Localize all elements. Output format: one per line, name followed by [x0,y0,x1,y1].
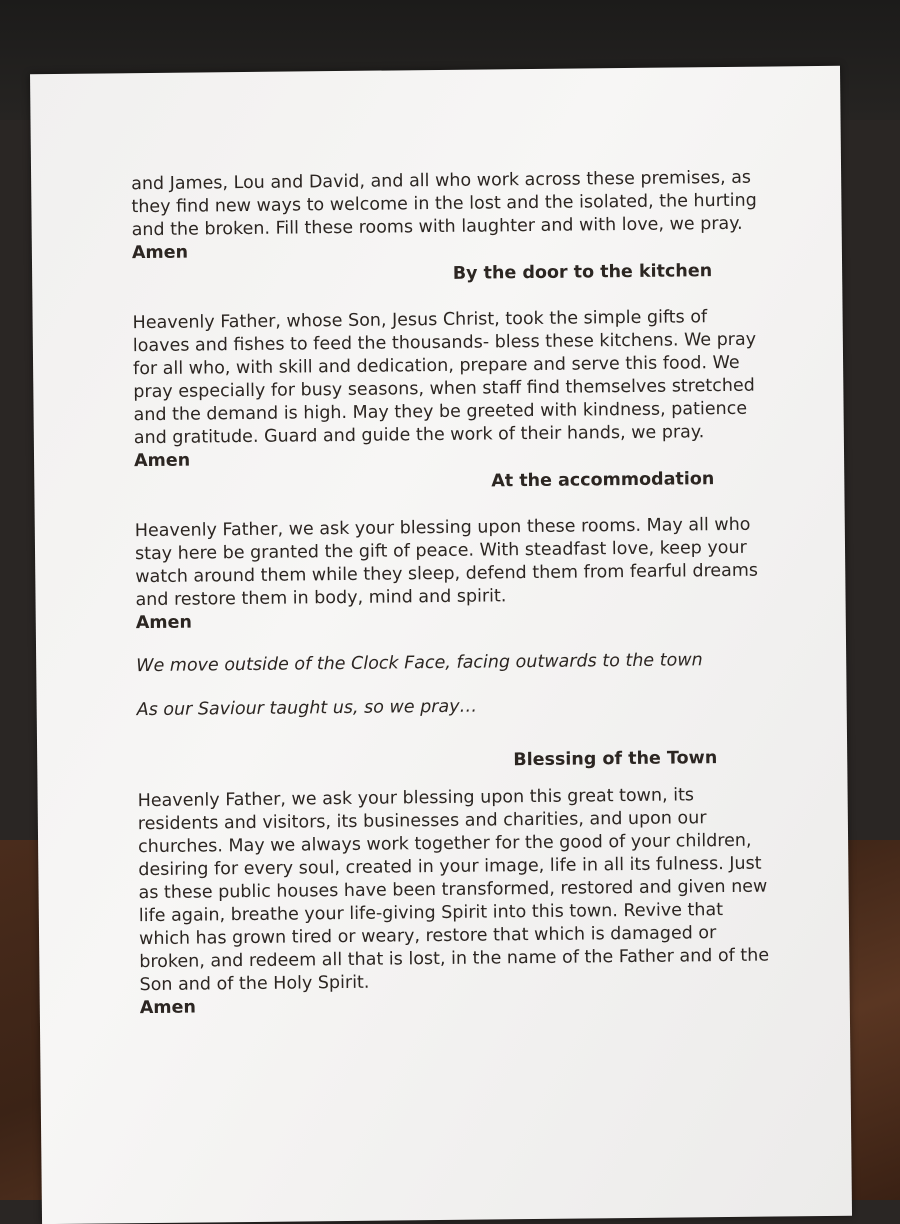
paragraph-line: which has grown tired or weary, restore that which is damaged or [138,923,717,950]
paragraph-line: life again, breathe your life-giving Spirit into this town. Revive that [138,900,724,927]
paragraph-line: as these public houses have been transformed, restored and given new [138,876,768,904]
section-heading-town: Blessing of the Town [513,748,718,771]
paragraph-line: desiring for every soul, created in your image, life in all its fulness. Just [138,853,762,881]
paragraph-line: and the broken. Fill these rooms with laughter and with love, we pray. [131,213,743,241]
town-paragraph [137,784,770,997]
section-heading-accommodation: At the accommodation [491,469,715,492]
printed-page [30,66,852,1224]
paragraph-line: and James, Lou and David, and all who work across these premises, as [131,167,752,195]
paragraph-line: pray especially for busy seasons, when staff find themselves stretched [133,375,755,403]
paragraph-line: Heavenly Father, we ask your blessing upon these rooms. May all who [134,514,751,542]
paragraph-line: loaves and fishes to feed the thousands- bless these kitchens. We pray [132,329,757,357]
amen-response: Amen [139,997,197,1019]
paragraph-line: they find new ways to welcome in the lost and the isolated, the hurting [131,190,757,218]
section-heading-kitchen: By the door to the kitchen [452,261,713,284]
amen-response: Amen [135,612,192,634]
paragraph-line: Son and of the Holy Spirit. [139,972,370,996]
paragraph-line: watch around them while they sleep, defend them from fearful dreams [135,560,759,588]
paragraph-line: Heavenly Father, we ask your blessing upon this great town, its [137,785,695,812]
paragraph-line: residents and visitors, its businesses and charities, and upon our [137,808,707,835]
paragraph-line: churches. May we always work together for the good of your children, [138,830,752,858]
page-text [131,167,770,1020]
paragraph-line: and gratitude. Guard and guide the work of their hands, we pray. [133,422,705,449]
instruction-outside: We move outside of the Clock Face, facing outwards to the town [136,650,703,677]
instruction-lords-prayer: As our Saviour taught us, so we pray… [136,696,478,721]
paragraph-line: and restore them in body, mind and spirit. [135,586,507,611]
accommodation-paragraph [134,514,759,612]
paragraph-line: for all who, with skill and dedication, prepare and serve this food. We [133,352,740,380]
paragraph-line: stay here be granted the gift of peace. With steadfast love, keep your [134,537,747,565]
paragraph-line: broken, and redeem all that is lost, in the name of the Father and of the [139,945,770,973]
intro-paragraph [131,167,757,242]
paragraph-line: and the demand is high. May they be greeted with kindness, patience [133,398,748,426]
paragraph-line: Heavenly Father, whose Son, Jesus Christ, took the simple gifts of [132,307,708,334]
kitchen-paragraph [132,306,757,450]
amen-response: Amen [131,242,189,264]
amen-response: Amen [133,450,191,472]
